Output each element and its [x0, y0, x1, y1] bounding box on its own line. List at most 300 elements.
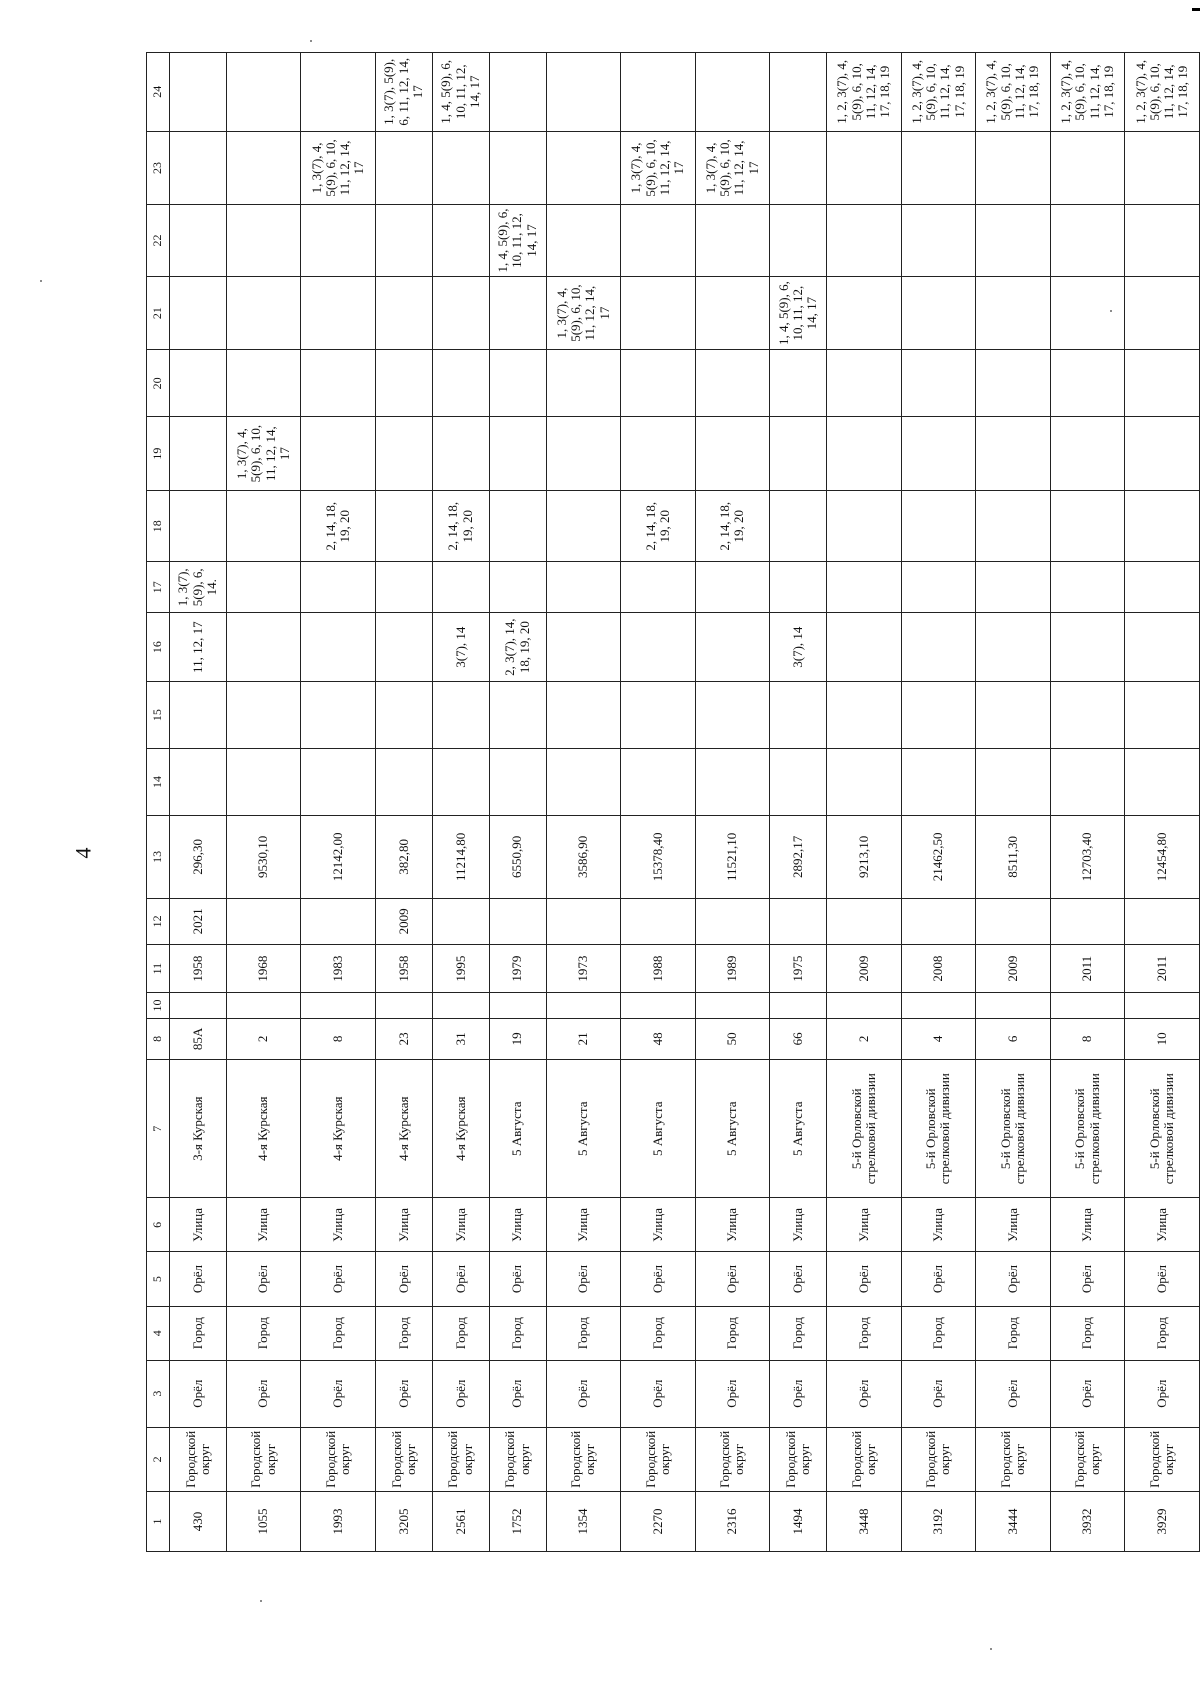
table-cell: [226, 898, 301, 944]
table-cell: 2270: [621, 1492, 696, 1552]
table-cell: Орёл: [901, 1360, 976, 1427]
register-table: [146, 52, 1200, 1552]
column-number-header: 14: [147, 749, 170, 816]
table-cell: [489, 682, 546, 749]
table-cell: [695, 898, 770, 944]
table-cell: Город: [695, 1306, 770, 1360]
table-cell: [770, 491, 827, 562]
table-cell: [770, 205, 827, 276]
table-cell: [901, 491, 976, 562]
column-number-row: [147, 53, 170, 1552]
scan-speck: [260, 1600, 262, 1602]
table-cell: Город: [1125, 1306, 1200, 1360]
table-cell: [827, 417, 902, 491]
table-cell: Орёл: [226, 1360, 301, 1427]
table-cell: [1125, 491, 1200, 562]
table-cell: [375, 276, 432, 350]
table-cell: [432, 276, 489, 350]
table-cell: [976, 417, 1051, 491]
table-cell: 1, 4, 5(9), 6, 10, 11, 12, 14, 17: [489, 205, 546, 276]
table-row: [375, 53, 432, 1552]
table-cell: 1958: [375, 944, 432, 992]
table-cell: [695, 749, 770, 816]
table-cell: [901, 350, 976, 417]
table-cell: [621, 417, 696, 491]
column-number-header: 11: [147, 944, 170, 992]
table-cell: Орёл: [770, 1252, 827, 1306]
table-cell: 2008: [901, 944, 976, 992]
table-cell: Город: [170, 1306, 227, 1360]
table-cell: [1050, 993, 1125, 1018]
table-cell: [375, 131, 432, 205]
table-cell: Орёл: [432, 1360, 489, 1427]
table-cell: 4-я Курская: [432, 1060, 489, 1198]
table-cell: [770, 562, 827, 613]
table-cell: [976, 682, 1051, 749]
table-cell: [301, 749, 376, 816]
table-cell: 1752: [489, 1492, 546, 1552]
table-cell: 430: [170, 1492, 227, 1552]
table-cell: [976, 350, 1051, 417]
table-cell: [226, 993, 301, 1018]
table-cell: Орёл: [827, 1252, 902, 1306]
table-cell: Городской округ: [621, 1427, 696, 1492]
table-cell: [432, 417, 489, 491]
table-cell: 1354: [546, 1492, 621, 1552]
table-cell: 4-я Курская: [226, 1060, 301, 1198]
table-cell: Орёл: [375, 1360, 432, 1427]
table-cell: [301, 417, 376, 491]
table-row: [827, 53, 902, 1552]
table-cell: 8: [1050, 1018, 1125, 1059]
table-cell: 4: [901, 1018, 976, 1059]
table-cell: [621, 205, 696, 276]
table-cell: Орёл: [489, 1252, 546, 1306]
table-cell: [1125, 205, 1200, 276]
table-row: [170, 53, 227, 1552]
table-cell: [901, 205, 976, 276]
table-cell: [170, 491, 227, 562]
table-cell: Орёл: [976, 1252, 1051, 1306]
table-cell: 11, 12, 17: [170, 613, 227, 682]
table-cell: 1, 3(7), 4, 5(9), 6, 10, 11, 12, 14, 17: [546, 276, 621, 350]
table-cell: 3192: [901, 1492, 976, 1552]
table-cell: Улица: [695, 1198, 770, 1252]
table-cell: 3932: [1050, 1492, 1125, 1552]
table-cell: [301, 205, 376, 276]
column-number-header: 5: [147, 1252, 170, 1306]
table-cell: 5 Августа: [621, 1060, 696, 1198]
table-cell: 2009: [827, 944, 902, 992]
table-cell: 1, 2, 3(7), 4, 5(9), 6, 10, 11, 12, 14, 17, 18, 19: [1125, 53, 1200, 132]
table-cell: Улица: [901, 1198, 976, 1252]
table-cell: Улица: [770, 1198, 827, 1252]
table-cell: Город: [976, 1306, 1051, 1360]
column-number-header: 13: [147, 815, 170, 898]
table-cell: Город: [375, 1306, 432, 1360]
table-row: [1125, 53, 1200, 1552]
table-cell: [1125, 276, 1200, 350]
table-cell: [1125, 350, 1200, 417]
table-cell: Орёл: [432, 1252, 489, 1306]
table-cell: Город: [901, 1306, 976, 1360]
table-cell: Улица: [546, 1198, 621, 1252]
table-row: [546, 53, 621, 1552]
column-number-header: 16: [147, 613, 170, 682]
table-cell: 1, 2, 3(7), 4, 5(9), 6, 10, 11, 12, 14, 17, 18, 19: [827, 53, 902, 132]
table-cell: [695, 350, 770, 417]
table-cell: Городской округ: [976, 1427, 1051, 1492]
table-cell: Город: [301, 1306, 376, 1360]
table-cell: 1, 3(7), 4, 5(9), 6, 10, 11, 12, 14, 17: [226, 417, 301, 491]
table-cell: 85А: [170, 1018, 227, 1059]
table-cell: 23: [375, 1018, 432, 1059]
table-cell: Улица: [170, 1198, 227, 1252]
table-cell: 5 Августа: [546, 1060, 621, 1198]
table-cell: [1125, 749, 1200, 816]
table-cell: Орёл: [901, 1252, 976, 1306]
table-cell: [546, 350, 621, 417]
table-row: [976, 53, 1051, 1552]
table-cell: [226, 562, 301, 613]
table-cell: [432, 749, 489, 816]
table-cell: Орёл: [170, 1360, 227, 1427]
table-cell: [621, 53, 696, 132]
table-cell: Город: [489, 1306, 546, 1360]
table-cell: [1050, 562, 1125, 613]
table-cell: 8: [301, 1018, 376, 1059]
table-cell: [301, 350, 376, 417]
table-cell: [770, 898, 827, 944]
table-row: [432, 53, 489, 1552]
table-row: [1050, 53, 1125, 1552]
table-cell: [976, 131, 1051, 205]
table-cell: [301, 993, 376, 1018]
table-cell: [170, 131, 227, 205]
table-cell: [1125, 417, 1200, 491]
table-cell: [170, 276, 227, 350]
table-cell: [770, 749, 827, 816]
table-cell: [489, 131, 546, 205]
table-cell: [226, 491, 301, 562]
table-cell: 1, 3(7), 4, 5(9), 6, 10, 11, 12, 14, 17: [621, 131, 696, 205]
table-cell: [546, 682, 621, 749]
table-cell: [546, 205, 621, 276]
table-cell: Орёл: [546, 1252, 621, 1306]
table-cell: Городской округ: [546, 1427, 621, 1492]
table-row: [489, 53, 546, 1552]
table-cell: 5-й Орловской стрелковой дивизии: [1050, 1060, 1125, 1198]
table-cell: [301, 898, 376, 944]
table-cell: [226, 682, 301, 749]
table-cell: 11521,10: [695, 815, 770, 898]
table-cell: 2316: [695, 1492, 770, 1552]
table-cell: [1050, 417, 1125, 491]
table-cell: [301, 613, 376, 682]
page-number: 4: [70, 847, 96, 859]
table-cell: Орёл: [621, 1252, 696, 1306]
table-cell: [375, 682, 432, 749]
table-cell: [489, 749, 546, 816]
table-cell: 2, 3(7), 14, 18, 19, 20: [489, 613, 546, 682]
table-row: [621, 53, 696, 1552]
column-number-header: 17: [147, 562, 170, 613]
table-cell: 3(7), 14: [432, 613, 489, 682]
table-cell: [489, 993, 546, 1018]
column-number-header: 22: [147, 205, 170, 276]
table-cell: 11214,80: [432, 815, 489, 898]
column-number-header: 18: [147, 491, 170, 562]
table-cell: [226, 53, 301, 132]
table-cell: [375, 749, 432, 816]
table-cell: 5 Августа: [695, 1060, 770, 1198]
table-cell: [770, 131, 827, 205]
table-cell: [226, 350, 301, 417]
table-cell: Улица: [301, 1198, 376, 1252]
table-cell: [1050, 491, 1125, 562]
table-cell: [489, 491, 546, 562]
column-number-header: 3: [147, 1360, 170, 1427]
table-cell: 1, 3(7), 5(9), 6, 11, 12, 14, 17: [375, 53, 432, 132]
table-cell: [770, 417, 827, 491]
table-cell: Город: [827, 1306, 902, 1360]
table-cell: [1125, 613, 1200, 682]
table-cell: Орёл: [1125, 1252, 1200, 1306]
table-cell: [546, 993, 621, 1018]
table-cell: Городской округ: [695, 1427, 770, 1492]
table-cell: 15378,40: [621, 815, 696, 898]
table-cell: Улица: [226, 1198, 301, 1252]
table-cell: 1, 2, 3(7), 4, 5(9), 6, 10, 11, 12, 14, 17, 18, 19: [976, 53, 1051, 132]
table-cell: Городской округ: [489, 1427, 546, 1492]
table-cell: 1988: [621, 944, 696, 992]
table-cell: [827, 131, 902, 205]
table-cell: 382,80: [375, 815, 432, 898]
table-cell: Улица: [375, 1198, 432, 1252]
table-cell: 1983: [301, 944, 376, 992]
table-cell: [901, 417, 976, 491]
table-cell: 9530,10: [226, 815, 301, 898]
table-cell: [546, 491, 621, 562]
table-cell: 9213,10: [827, 815, 902, 898]
table-cell: [1050, 131, 1125, 205]
table-cell: Городской округ: [1050, 1427, 1125, 1492]
table-cell: Орёл: [170, 1252, 227, 1306]
table-cell: [827, 350, 902, 417]
table-cell: [432, 350, 489, 417]
table-cell: Орёл: [546, 1360, 621, 1427]
table-cell: Орёл: [695, 1252, 770, 1306]
table-cell: Орёл: [1125, 1360, 1200, 1427]
table-cell: [901, 131, 976, 205]
table-cell: [901, 562, 976, 613]
table-cell: [301, 276, 376, 350]
table-cell: [770, 682, 827, 749]
table-cell: [901, 898, 976, 944]
table-cell: [1050, 276, 1125, 350]
table-cell: [621, 562, 696, 613]
table-cell: [301, 53, 376, 132]
table-cell: 3448: [827, 1492, 902, 1552]
table-cell: [1050, 205, 1125, 276]
table-cell: [1125, 898, 1200, 944]
table-cell: [375, 205, 432, 276]
table-cell: [432, 898, 489, 944]
table-cell: Городской округ: [901, 1427, 976, 1492]
table-cell: Орёл: [695, 1360, 770, 1427]
table-cell: [375, 562, 432, 613]
table-cell: [1125, 993, 1200, 1018]
table-cell: [621, 993, 696, 1018]
table-cell: 1979: [489, 944, 546, 992]
table-cell: Улица: [1125, 1198, 1200, 1252]
table-cell: 2011: [1050, 944, 1125, 992]
table-cell: 12454,80: [1125, 815, 1200, 898]
table-cell: Улица: [621, 1198, 696, 1252]
table-cell: [546, 562, 621, 613]
table-cell: [621, 682, 696, 749]
table-cell: [695, 276, 770, 350]
table-cell: 12142,00: [301, 815, 376, 898]
table-cell: [432, 682, 489, 749]
table-cell: [621, 613, 696, 682]
table-cell: Город: [1050, 1306, 1125, 1360]
table-cell: [976, 205, 1051, 276]
table-cell: [489, 562, 546, 613]
table-cell: [170, 682, 227, 749]
table-cell: [546, 53, 621, 132]
table-cell: 2009: [976, 944, 1051, 992]
table-cell: Улица: [976, 1198, 1051, 1252]
table-cell: 2011: [1125, 944, 1200, 992]
table-cell: Улица: [1050, 1198, 1125, 1252]
table-cell: Улица: [827, 1198, 902, 1252]
table-cell: [546, 613, 621, 682]
table-cell: Городской округ: [1125, 1427, 1200, 1492]
table-cell: [1050, 613, 1125, 682]
column-number-header: 8: [147, 1018, 170, 1059]
table-cell: [901, 749, 976, 816]
table-row: [770, 53, 827, 1552]
table-cell: [976, 898, 1051, 944]
table-cell: 2561: [432, 1492, 489, 1552]
table-cell: Орёл: [1050, 1252, 1125, 1306]
table-cell: 2892,17: [770, 815, 827, 898]
table-cell: Городской округ: [226, 1427, 301, 1492]
table-cell: [301, 682, 376, 749]
table-cell: [375, 613, 432, 682]
table-cell: Орёл: [226, 1252, 301, 1306]
table-cell: [375, 350, 432, 417]
table-cell: 2, 14, 18, 19, 20: [621, 491, 696, 562]
table-cell: [1050, 350, 1125, 417]
table-cell: 2, 14, 18, 19, 20: [695, 491, 770, 562]
table-cell: 4-я Курская: [375, 1060, 432, 1198]
table-cell: 3-я Курская: [170, 1060, 227, 1198]
table-cell: [621, 749, 696, 816]
table-cell: Городской округ: [301, 1427, 376, 1492]
table-cell: [170, 749, 227, 816]
table-cell: 66: [770, 1018, 827, 1059]
scan-speck: [990, 1648, 992, 1650]
table-cell: 1, 3(7), 4, 5(9), 6, 10, 11, 12, 14, 17: [301, 131, 376, 205]
table-cell: 1968: [226, 944, 301, 992]
table-cell: [489, 417, 546, 491]
table-row: [901, 53, 976, 1552]
rotated-table-wrapper: [146, 52, 1200, 1552]
table-cell: Орёл: [621, 1360, 696, 1427]
table-cell: Город: [432, 1306, 489, 1360]
table-cell: [976, 613, 1051, 682]
table-cell: [695, 682, 770, 749]
table-cell: 1958: [170, 944, 227, 992]
table-cell: [976, 993, 1051, 1018]
table-cell: [770, 993, 827, 1018]
table-cell: Город: [226, 1306, 301, 1360]
column-number-header: 19: [147, 417, 170, 491]
table-cell: 6: [976, 1018, 1051, 1059]
table-cell: 19: [489, 1018, 546, 1059]
table-body: [170, 53, 1200, 1552]
table-cell: 1995: [432, 944, 489, 992]
table-cell: [546, 749, 621, 816]
table-cell: [1125, 562, 1200, 613]
table-cell: [827, 749, 902, 816]
table-cell: [170, 350, 227, 417]
table-cell: [432, 131, 489, 205]
table-cell: [827, 276, 902, 350]
table-cell: [1125, 682, 1200, 749]
table-cell: 2021: [170, 898, 227, 944]
table-cell: 3586,90: [546, 815, 621, 898]
column-number-header: 20: [147, 350, 170, 417]
table-cell: [695, 993, 770, 1018]
table-cell: 31: [432, 1018, 489, 1059]
column-number-header: 15: [147, 682, 170, 749]
table-cell: 1, 3(7), 5(9), 6, 14.: [170, 562, 227, 613]
table-cell: [226, 131, 301, 205]
table-cell: [1125, 131, 1200, 205]
table-cell: [546, 417, 621, 491]
table-cell: 3(7), 14: [770, 613, 827, 682]
table-cell: 1975: [770, 944, 827, 992]
table-cell: 5 Августа: [489, 1060, 546, 1198]
table-cell: 5 Августа: [770, 1060, 827, 1198]
table-cell: 1989: [695, 944, 770, 992]
table-cell: Орёл: [1050, 1360, 1125, 1427]
table-cell: [546, 131, 621, 205]
table-cell: [695, 613, 770, 682]
table-cell: Орёл: [489, 1360, 546, 1427]
table-cell: [621, 350, 696, 417]
column-number-header: 6: [147, 1198, 170, 1252]
table-cell: 296,30: [170, 815, 227, 898]
table-cell: [489, 276, 546, 350]
table-cell: Город: [546, 1306, 621, 1360]
table-cell: [901, 682, 976, 749]
table-cell: [695, 417, 770, 491]
column-number-header: 2: [147, 1427, 170, 1492]
table-cell: [1050, 682, 1125, 749]
table-cell: Городской округ: [827, 1427, 902, 1492]
table-cell: Орёл: [976, 1360, 1051, 1427]
table-cell: Городской округ: [375, 1427, 432, 1492]
table-cell: 50: [695, 1018, 770, 1059]
table-cell: 2: [226, 1018, 301, 1059]
table-cell: 21: [546, 1018, 621, 1059]
table-cell: [432, 205, 489, 276]
table-cell: [170, 993, 227, 1018]
